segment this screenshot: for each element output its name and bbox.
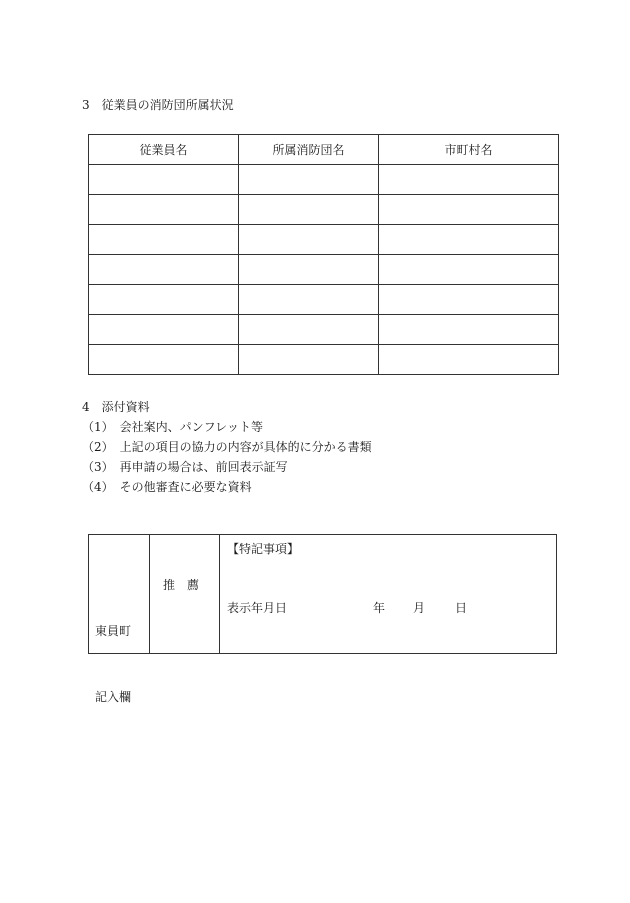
cell-employee-name[interactable]: [89, 165, 239, 195]
special-notes-title: 【特記事項】: [227, 542, 300, 556]
cell-municipality[interactable]: [379, 285, 559, 315]
table-row: [89, 165, 559, 195]
cell-municipality[interactable]: [379, 345, 559, 375]
section4-title: 4 添付資料: [82, 400, 150, 414]
cell-employee-name[interactable]: [89, 195, 239, 225]
cell-municipality[interactable]: [379, 315, 559, 345]
table-row: [89, 195, 559, 225]
display-date-label: 表示年月日: [227, 601, 288, 615]
cell-fire-brigade[interactable]: [239, 165, 379, 195]
attachment-item: （4） その他審査に必要な資料: [82, 480, 252, 494]
town-entry-box: [88, 534, 557, 704]
cell-fire-brigade[interactable]: [239, 315, 379, 345]
cell-fire-brigade[interactable]: [239, 225, 379, 255]
town-entry-label-line2: 記入欄: [95, 690, 132, 704]
divider: [149, 535, 150, 653]
table-row: [89, 285, 559, 315]
month-label: 月: [413, 601, 426, 615]
table-row: [89, 345, 559, 375]
cell-employee-name[interactable]: [89, 345, 239, 375]
recommendation-field[interactable]: 推 薦: [163, 578, 200, 592]
cell-municipality[interactable]: [379, 225, 559, 255]
employee-fire-brigade-table: [88, 134, 559, 375]
table-header-row: [89, 135, 559, 165]
year-label: 年: [373, 601, 386, 615]
header-fire-brigade: 所属消防団名: [239, 135, 379, 165]
cell-employee-name[interactable]: [89, 255, 239, 285]
cell-employee-name[interactable]: [89, 285, 239, 315]
attachment-item: （2） 上記の項目の協力の内容が具体的に分かる書類: [82, 440, 372, 454]
header-employee-name: 従業員名: [89, 135, 239, 165]
attachment-item: （3） 再申請の場合は、前回表示証写: [82, 460, 288, 474]
cell-employee-name[interactable]: [89, 225, 239, 255]
cell-employee-name[interactable]: [89, 315, 239, 345]
day-label: 日: [455, 601, 468, 615]
cell-fire-brigade[interactable]: [239, 255, 379, 285]
table-row: [89, 315, 559, 345]
header-municipality: 市町村名: [379, 135, 559, 165]
divider: [219, 535, 220, 653]
cell-municipality[interactable]: [379, 165, 559, 195]
cell-fire-brigade[interactable]: [239, 285, 379, 315]
town-entry-label: [95, 576, 131, 752]
cell-fire-brigade[interactable]: [239, 195, 379, 225]
cell-fire-brigade[interactable]: [239, 345, 379, 375]
cell-municipality[interactable]: [379, 195, 559, 225]
attachment-item: （1） 会社案内、パンフレット等: [82, 420, 264, 434]
section3-title: 3 従業員の消防団所属状況: [82, 98, 234, 112]
cell-municipality[interactable]: [379, 255, 559, 285]
table-row: [89, 225, 559, 255]
table-row: [89, 255, 559, 285]
town-entry-label-line1: 東員町: [95, 624, 132, 638]
